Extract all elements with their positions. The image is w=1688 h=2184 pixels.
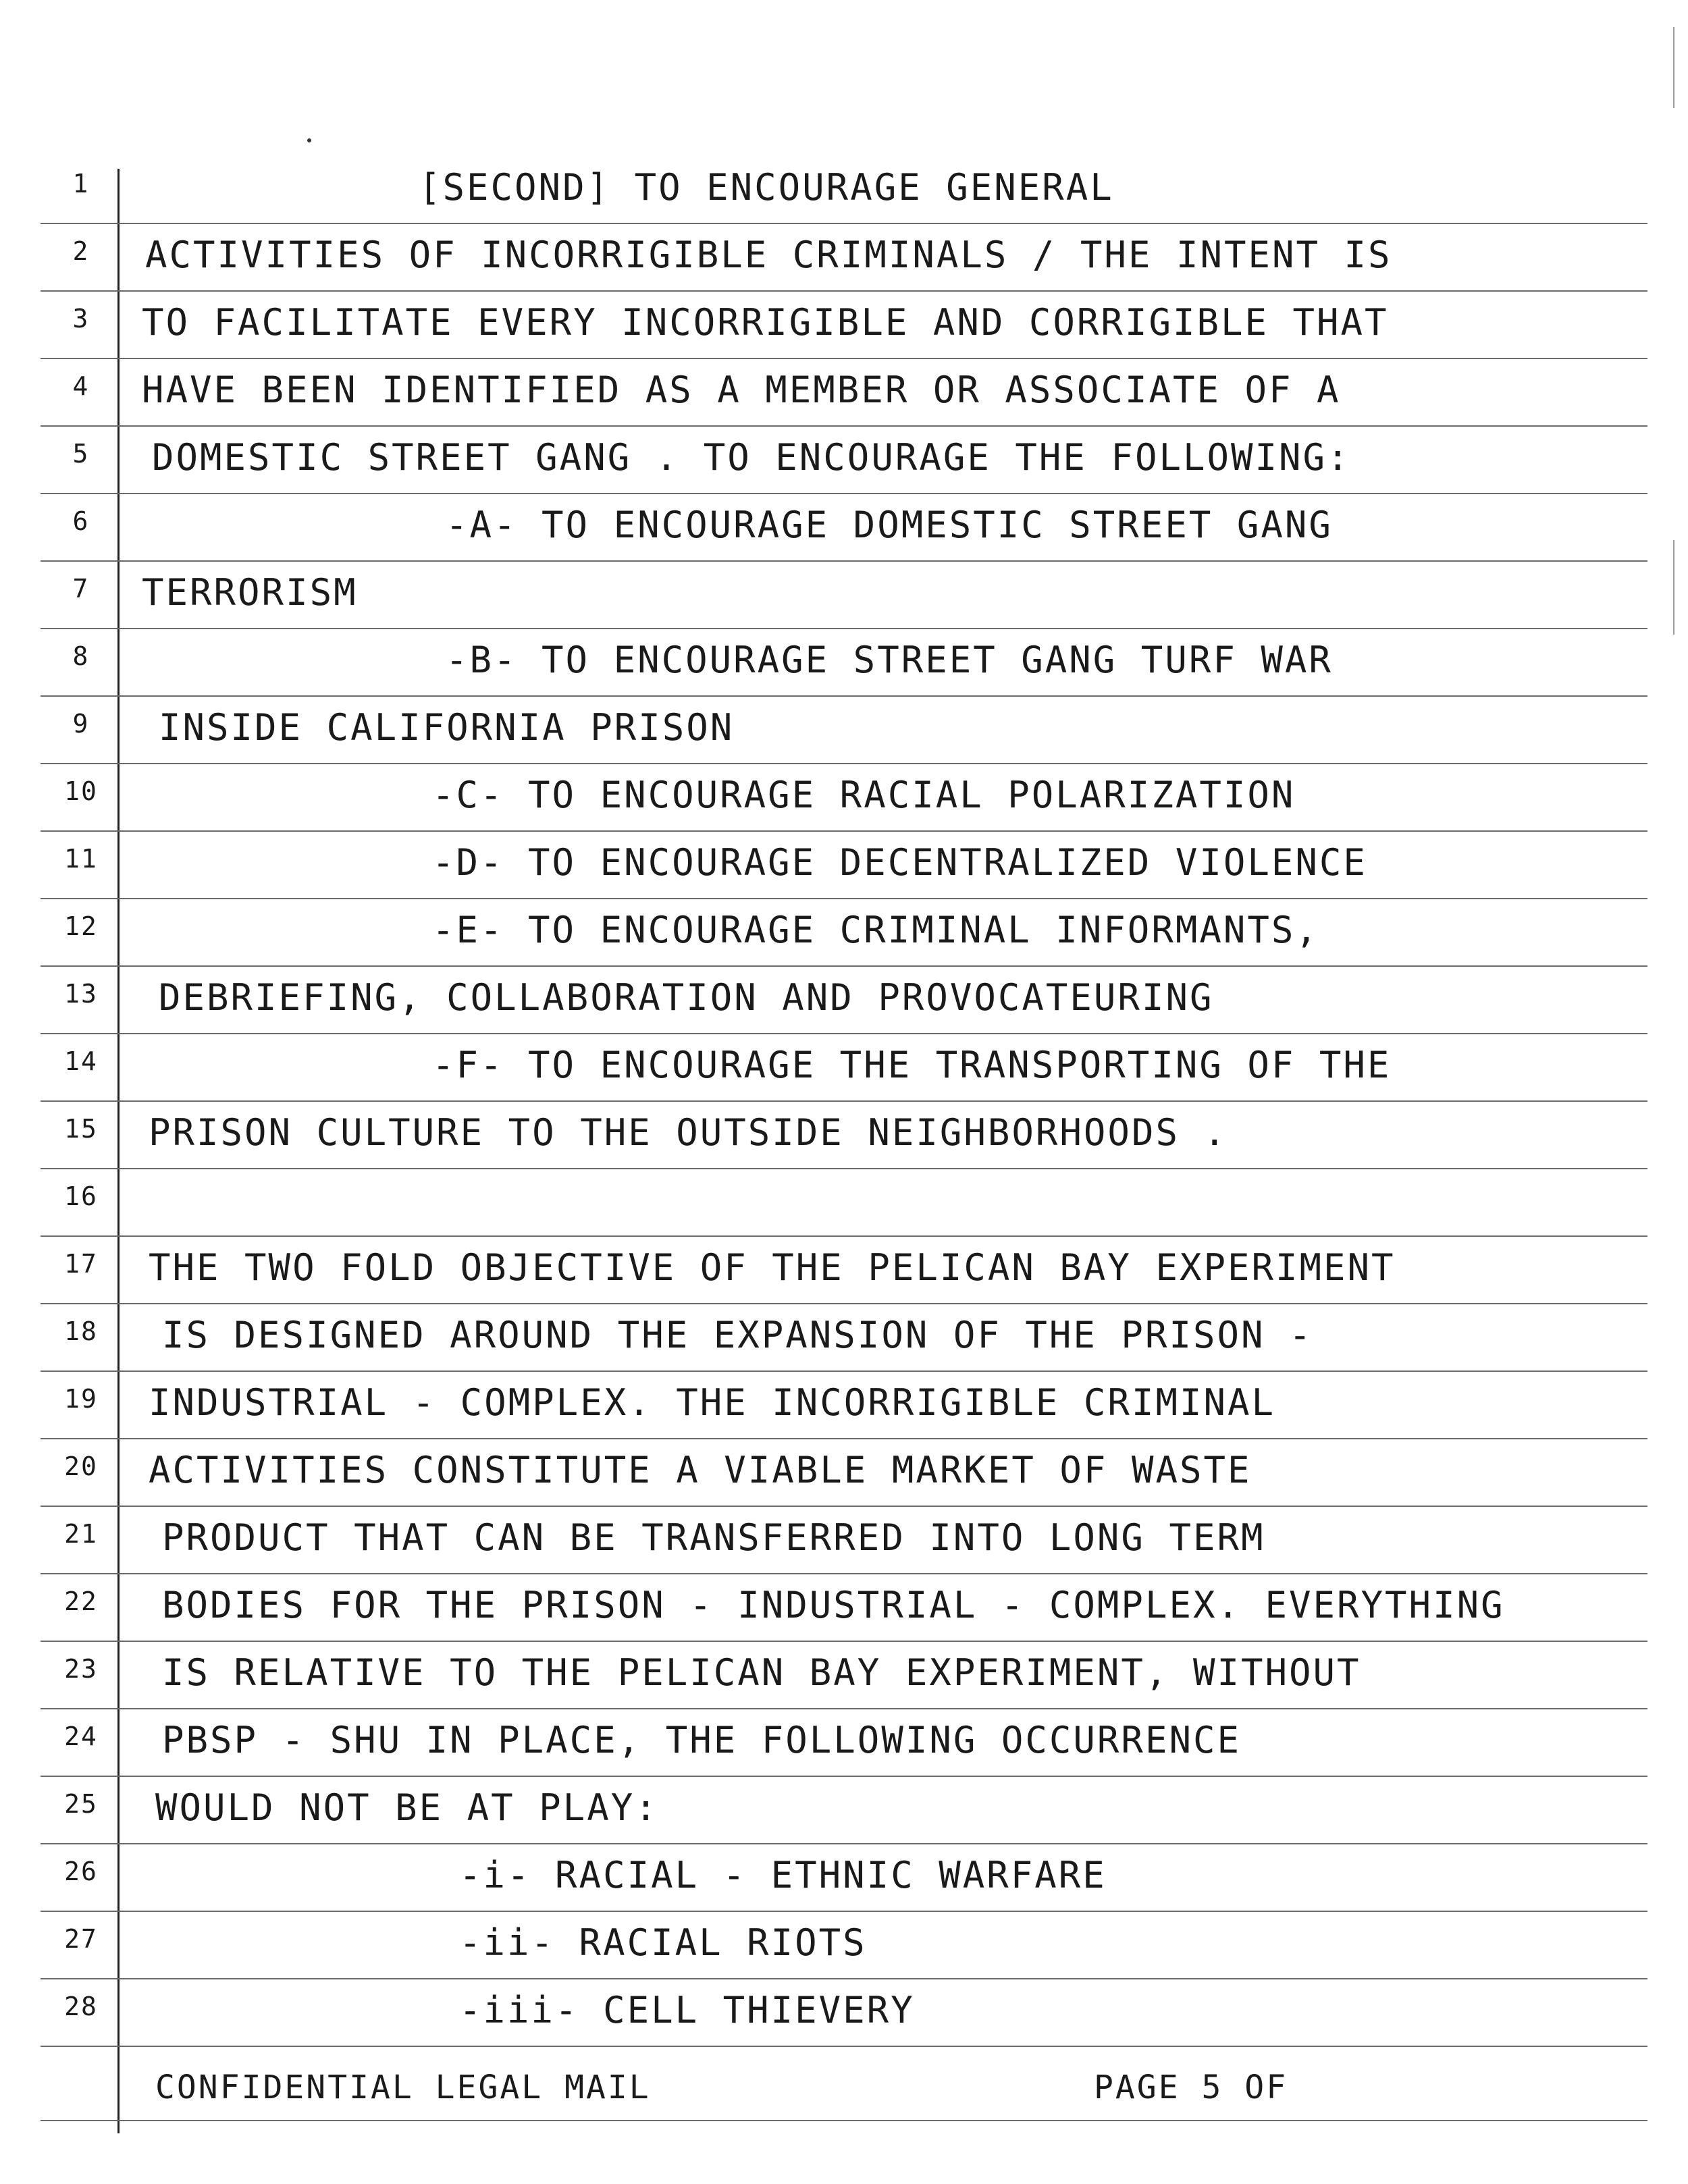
line-number: 6: [72, 506, 90, 536]
footer-page-number: PAGE 5 OF: [1094, 2069, 1288, 2106]
pleading-line: [41, 1911, 1647, 1979]
line-text: INDUSTRIAL - COMPLEX. THE INCORRIGIBLE CRIMINAL: [149, 1381, 1276, 1424]
pleading-line: [41, 1776, 1647, 1844]
line-text: [SECOND] TO ENCOURAGE GENERAL: [419, 166, 1114, 209]
line-text: -A- TO ENCOURAGE DOMESTIC STREET GANG: [446, 504, 1333, 546]
pleading-line: [41, 1708, 1647, 1777]
pleading-line: [41, 1573, 1647, 1642]
pleading-line: [41, 763, 1647, 832]
line-text: THE TWO FOLD OBJECTIVE OF THE PELICAN BAY EXPERIMENT: [149, 1246, 1396, 1289]
pleading-line: [41, 358, 1647, 427]
line-text: INSIDE CALIFORNIA PRISON: [159, 706, 735, 749]
pleading-line: [41, 1978, 1647, 2047]
line-text: -B- TO ENCOURAGE STREET GANG TURF WAR: [446, 639, 1333, 681]
line-number: 3: [72, 304, 90, 334]
pleading-line: [41, 1438, 1647, 1507]
line-text: -i- RACIAL - ETHNIC WARFARE: [459, 1854, 1107, 1896]
scan-edge-mark: [1673, 27, 1674, 108]
scan-edge-mark: [1673, 540, 1674, 635]
line-text: -E- TO ENCOURAGE CRIMINAL INFORMANTS,: [432, 909, 1319, 951]
line-number: 13: [64, 979, 98, 1009]
line-text: -C- TO ENCOURAGE RACIAL POLARIZATION: [432, 774, 1296, 816]
line-text: DEBRIEFING, COLLABORATION AND PROVOCATEURING: [159, 976, 1214, 1019]
line-number: 9: [72, 709, 90, 739]
line-number: 10: [64, 776, 98, 806]
pleading-line: [41, 965, 1647, 1034]
pleading-line: [41, 1641, 1647, 1709]
line-text: ACTIVITIES CONSTITUTE A VIABLE MARKET OF WASTE: [149, 1449, 1252, 1491]
line-text: IS RELATIVE TO THE PELICAN BAY EXPERIMENT, WITHOUT: [162, 1651, 1361, 1694]
line-text: -ii- RACIAL RIOTS: [459, 1921, 867, 1964]
line-text: HAVE BEEN IDENTIFIED AS A MEMBER OR ASSOCIATE OF A: [142, 369, 1341, 411]
line-text: PBSP - SHU IN PLACE, THE FOLLOWING OCCURRENCE: [162, 1719, 1241, 1761]
line-text: -D- TO ENCOURAGE DECENTRALIZED VIOLENCE: [432, 841, 1367, 884]
line-text: BODIES FOR THE PRISON - INDUSTRIAL - COMPLEX. EVERYTHING: [162, 1584, 1505, 1626]
pleading-line: [41, 425, 1647, 494]
line-number: 21: [64, 1519, 98, 1549]
line-number: 28: [64, 1992, 98, 2021]
line-number: 17: [64, 1249, 98, 1279]
pleading-line: [41, 1506, 1647, 1574]
line-number: 20: [64, 1451, 98, 1481]
pleading-line: [41, 223, 1647, 292]
line-number: 19: [64, 1384, 98, 1414]
pleading-line: [41, 290, 1647, 359]
line-number: 22: [64, 1587, 98, 1616]
line-number: 23: [64, 1654, 98, 1684]
line-number: 8: [72, 641, 90, 671]
line-text: TERRORISM: [142, 571, 358, 614]
line-number: 1: [72, 169, 90, 198]
pleading-line: [41, 1033, 1647, 1102]
line-number: 25: [64, 1789, 98, 1819]
line-text: ACTIVITIES OF INCORRIGIBLE CRIMINALS / THE INTENT IS: [145, 234, 1392, 276]
pleading-line: [41, 1370, 1647, 1439]
line-text: -F- TO ENCOURAGE THE TRANSPORTING OF THE: [432, 1044, 1392, 1086]
pleading-line: [41, 1303, 1647, 1372]
pleading-line: [41, 898, 1647, 967]
line-text: WOULD NOT BE AT PLAY:: [155, 1786, 659, 1829]
stray-pen-dot: [307, 138, 311, 142]
pleading-line: [41, 1235, 1647, 1304]
line-number: 5: [72, 439, 90, 469]
line-number: 12: [64, 911, 98, 941]
line-number: 14: [64, 1046, 98, 1076]
line-text: TO FACILITATE EVERY INCORRIGIBLE AND CORRIGIBLE THAT: [142, 301, 1389, 344]
line-number: 27: [64, 1924, 98, 1954]
footer-confidential-label: CONFIDENTIAL LEGAL MAIL: [155, 2069, 651, 2106]
page-footer: [41, 2052, 1647, 2121]
line-number: 2: [72, 236, 90, 266]
pleading-line: [41, 493, 1647, 562]
pleading-line: [41, 1168, 1647, 1237]
line-number: 11: [64, 844, 98, 874]
line-text: -iii- CELL THIEVERY: [459, 1989, 915, 2031]
line-number: 7: [72, 574, 90, 604]
pleading-line: [41, 155, 1647, 224]
line-number: 26: [64, 1857, 98, 1886]
line-number: 4: [72, 371, 90, 401]
line-text: PRODUCT THAT CAN BE TRANSFERRED INTO LONG TERM: [162, 1516, 1265, 1559]
pleading-line: [41, 695, 1647, 764]
pleading-line: [41, 628, 1647, 697]
line-number: 16: [64, 1181, 98, 1211]
line-text: IS DESIGNED AROUND THE EXPANSION OF THE PRISON -: [162, 1314, 1313, 1356]
pleading-line: [41, 1100, 1647, 1169]
line-text: PRISON CULTURE TO THE OUTSIDE NEIGHBORHOODS .: [149, 1111, 1228, 1154]
pleading-line: [41, 560, 1647, 629]
pleading-line: [41, 830, 1647, 899]
line-number: 18: [64, 1316, 98, 1346]
pleading-line: [41, 1843, 1647, 1912]
line-number: 15: [64, 1114, 98, 1144]
line-number: 24: [64, 1722, 98, 1751]
line-text: DOMESTIC STREET GANG . TO ENCOURAGE THE FOLLOWING:: [152, 436, 1351, 479]
